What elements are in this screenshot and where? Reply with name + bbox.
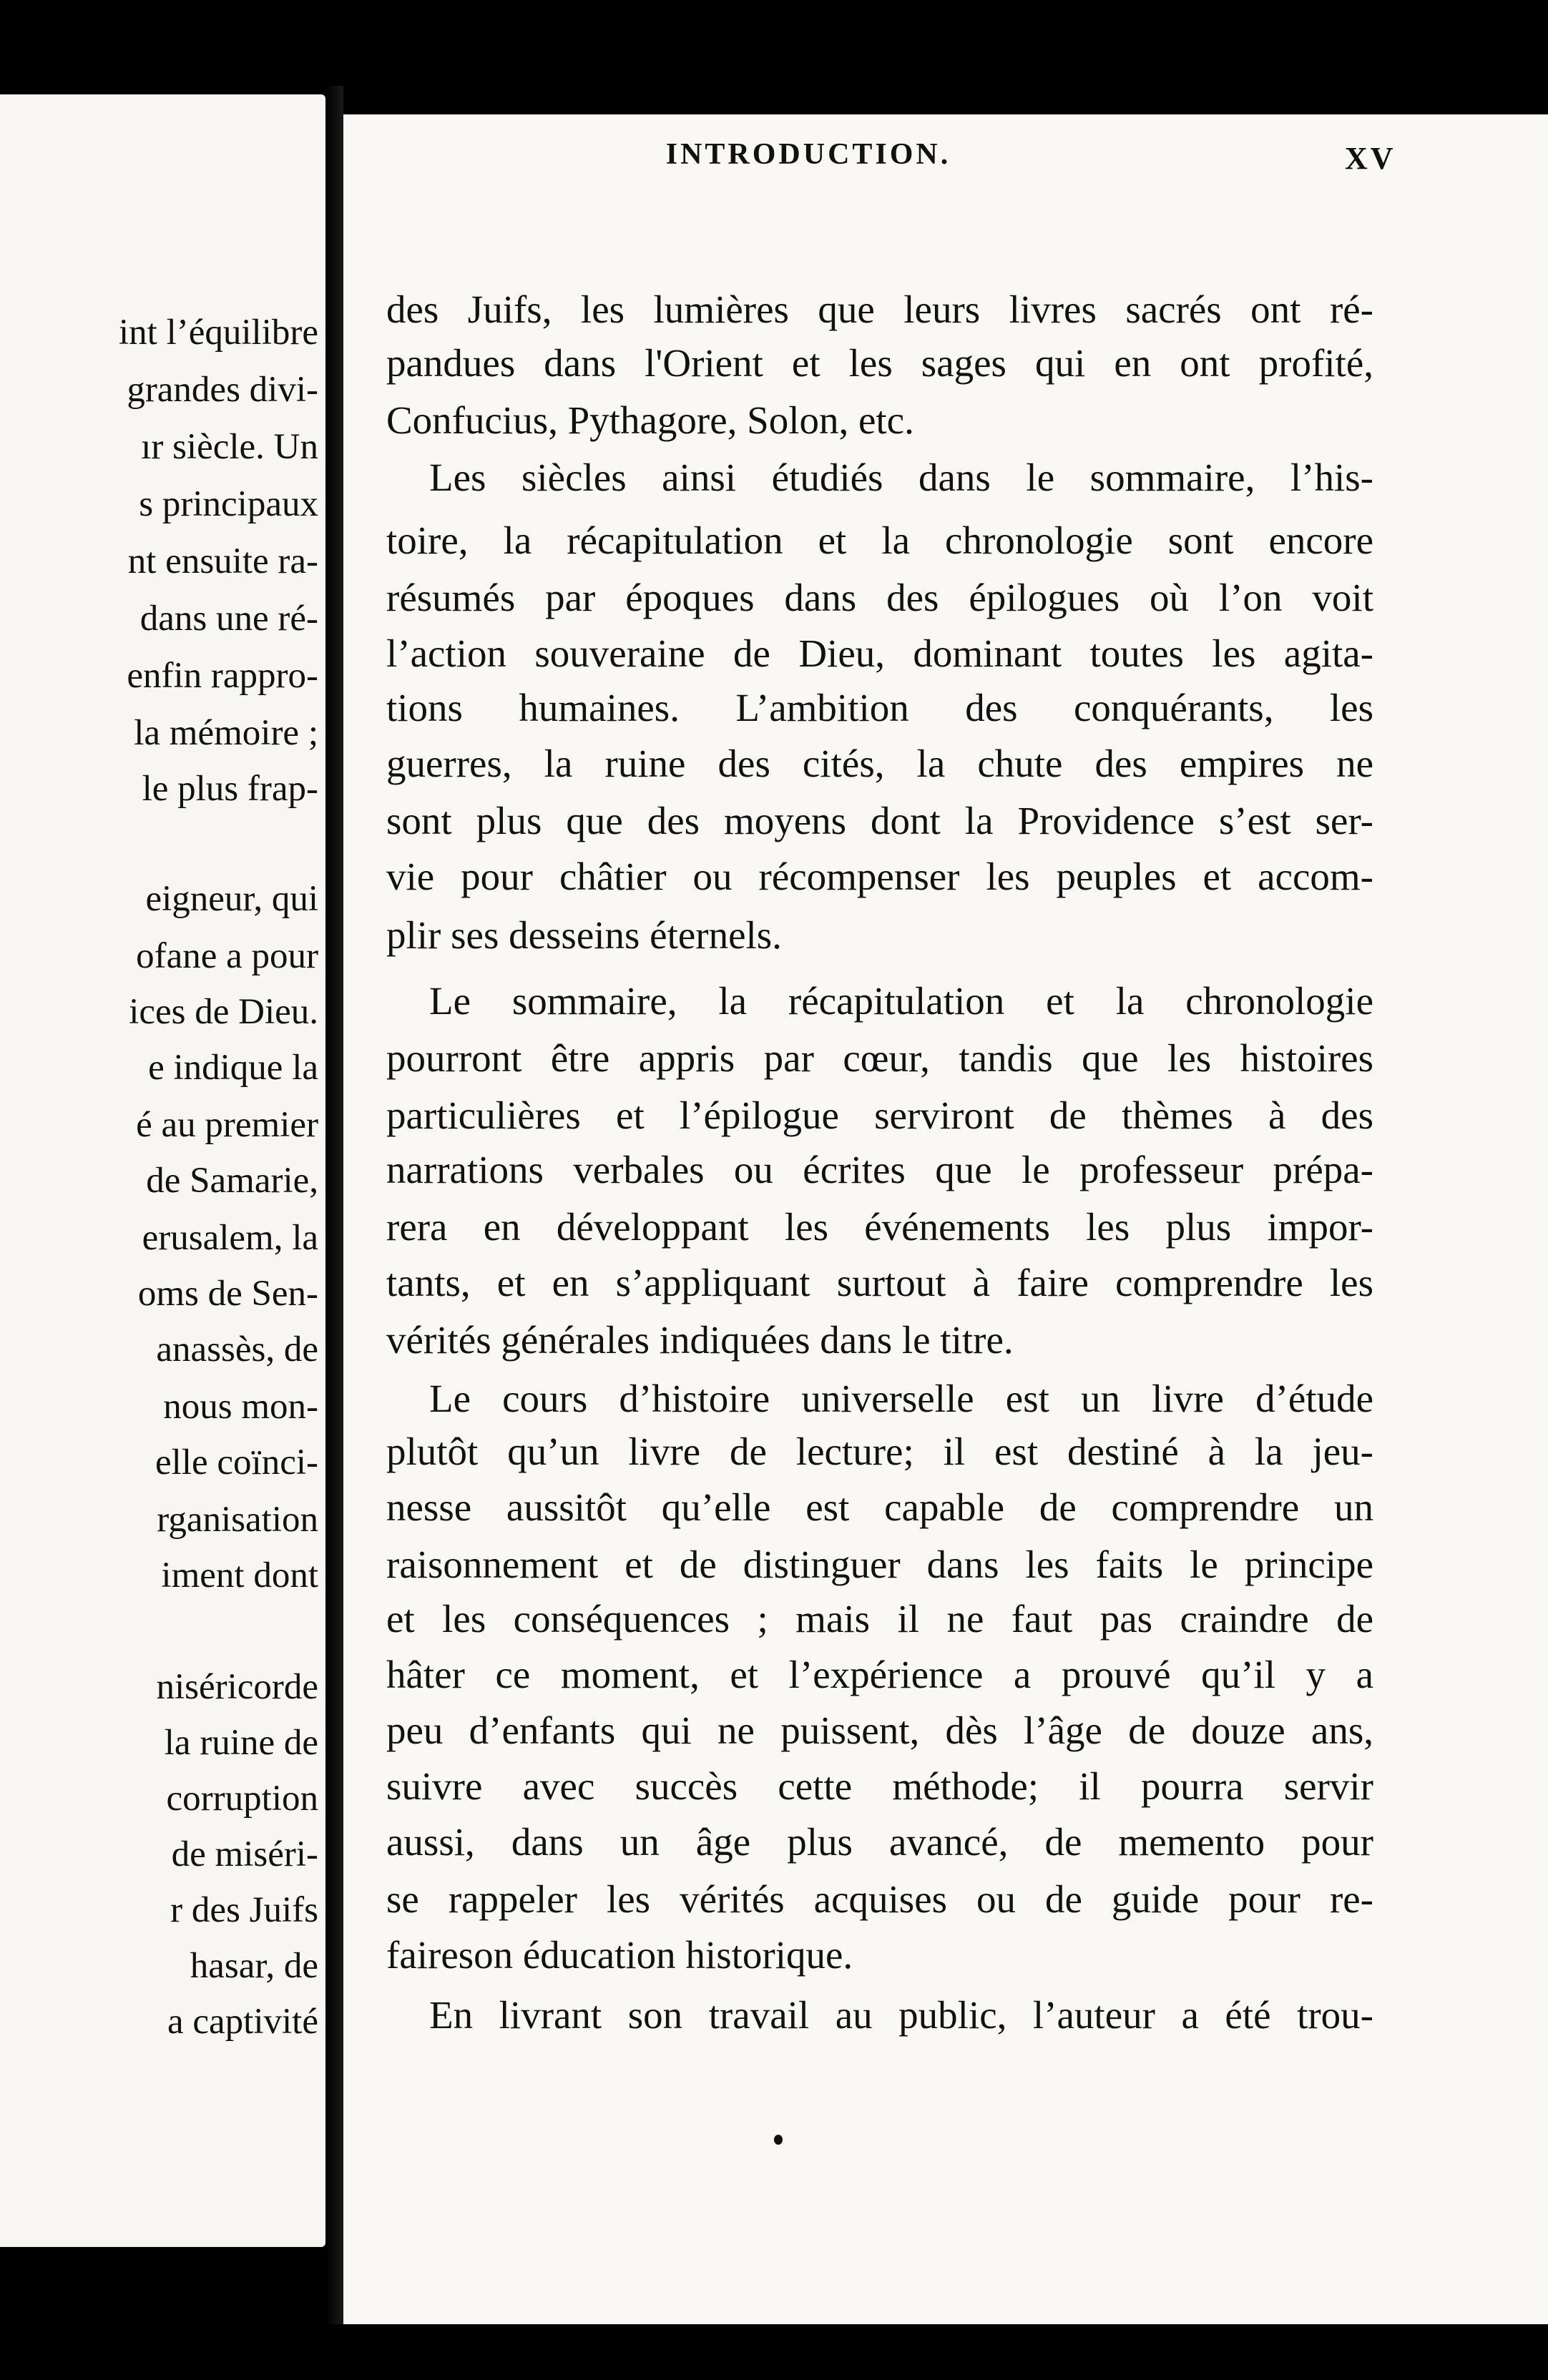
body-text-line: faireson éducation historique. <box>386 1933 853 1977</box>
left-page-line: elle coïnci- <box>155 1442 318 1482</box>
body-text-line: tants, et en s’appliquant surtout à faire comprendre les <box>386 1261 1373 1304</box>
left-page-line: oms de Sen- <box>137 1274 318 1314</box>
left-page-line: enfin rappro- <box>127 656 318 696</box>
left-page-line: niséricorde <box>156 1667 318 1707</box>
body-text-line: plir ses desseins éternels. <box>386 913 782 957</box>
running-head: INTRODUCTION. <box>665 138 951 171</box>
left-page-line: e indique la <box>148 1048 318 1088</box>
left-page-line: grandes divi- <box>127 370 318 410</box>
left-page-line: la ruine de <box>164 1723 318 1763</box>
left-page-line: anassès, de <box>156 1329 318 1370</box>
body-text-line: Le cours d’histoire universelle est un livre d’étude <box>429 1377 1373 1420</box>
body-text-line: tions humaines. L’ambition des conquérants, les <box>386 686 1373 729</box>
body-text-line: vérités générales indiquées dans le titre. <box>386 1318 1014 1362</box>
left-page-line: la mémoire ; <box>134 713 318 753</box>
left-page-line: r des Juifs <box>170 1890 318 1930</box>
body-text-line: pourront être appris par cœur, tandis que les histoires <box>386 1036 1373 1080</box>
printer-mark <box>774 2135 783 2145</box>
body-text-line: narrations verbales ou écrites que le professeur prépa- <box>386 1148 1373 1191</box>
left-page-line: hasar, de <box>190 1946 318 1986</box>
body-text-line: pandues dans l'Orient et les sages qui en ont profité, <box>386 341 1373 385</box>
body-text-line: l’action souveraine de Dieu, dominant toutes les agita- <box>386 631 1373 675</box>
left-page-line: ofane a pour <box>136 936 318 976</box>
left-page <box>0 94 325 2247</box>
book-gutter <box>325 86 343 2324</box>
body-text-line: Confucius, Pythagore, Solon, etc. <box>386 398 914 442</box>
left-page-line: de Samarie, <box>146 1161 318 1201</box>
body-text-line: nesse aussitôt qu’elle est capable de comprendre un <box>386 1485 1373 1529</box>
left-page-line: erusalem, la <box>142 1218 318 1258</box>
body-text-line: Les siècles ainsi étudiés dans le sommaire, l’his- <box>429 456 1373 499</box>
body-text-line: En livrant son travail au public, l’auteur a été trou- <box>429 1993 1373 2037</box>
left-page-line: rganisation <box>157 1500 318 1540</box>
left-page-line: é au premier <box>136 1105 318 1145</box>
body-text-line: toire, la récapitulation et la chronologie sont encore <box>386 518 1373 562</box>
body-text-line: hâter ce moment, et l’expérience a prouvé qu’il y a <box>386 1653 1373 1696</box>
left-page-line: int l’équilibre <box>118 313 318 353</box>
left-page-line: le plus frap- <box>142 769 318 809</box>
left-page-line: iment dont <box>161 1555 318 1595</box>
body-text-line: peu d’enfants qui ne puissent, dès l’âge de douze ans, <box>386 1708 1373 1752</box>
body-text-line: raisonnement et de distinguer dans les faits le principe <box>386 1543 1373 1586</box>
body-text-line: suivre avec succès cette méthode; il pourra servir <box>386 1764 1373 1808</box>
body-text-line: rera en développant les événements les plus impor- <box>386 1205 1373 1249</box>
body-text-line: particulières et l’épilogue serviront de thèmes à des <box>386 1093 1373 1137</box>
body-text-line: aussi, dans un âge plus avancé, de memento pour <box>386 1820 1373 1864</box>
body-text-line: se rappeler les vérités acquises ou de guide pour re- <box>386 1877 1373 1921</box>
body-text-line: résumés par époques dans des épilogues où l’on voit <box>386 576 1373 619</box>
left-page-line: corruption <box>166 1779 318 1819</box>
body-text-line: sont plus que des moyens dont la Providence s’est ser- <box>386 799 1373 842</box>
body-text-line: guerres, la ruine des cités, la chute des empires ne <box>386 742 1373 785</box>
left-page-line: s principaux <box>139 484 318 524</box>
left-page-line: ices de Dieu. <box>129 992 318 1032</box>
left-page-line: dans une ré- <box>139 599 318 639</box>
left-page-line: nous mon- <box>163 1387 318 1427</box>
body-text-line: vie pour châtier ou récompenser les peuples et accom- <box>386 855 1373 898</box>
left-page-line: nt ensuite ra- <box>127 541 318 581</box>
body-text-line: Le sommaire, la récapitulation et la chronologie <box>429 979 1373 1023</box>
body-text-line: plutôt qu’un livre de lecture; il est destiné à la jeu- <box>386 1430 1373 1473</box>
body-text-line: des Juifs, les lumières que leurs livres sacrés ont ré- <box>386 287 1373 331</box>
page-number: XV <box>1345 141 1396 176</box>
left-page-line: a captivité <box>167 2002 318 2042</box>
left-page-line: ır siècle. Un <box>141 427 318 467</box>
left-page-line: eigneur, qui <box>145 879 318 919</box>
left-page-line: de miséri- <box>171 1834 318 1874</box>
body-text-line: et les conséquences ; mais il ne faut pas craindre de <box>386 1597 1373 1641</box>
